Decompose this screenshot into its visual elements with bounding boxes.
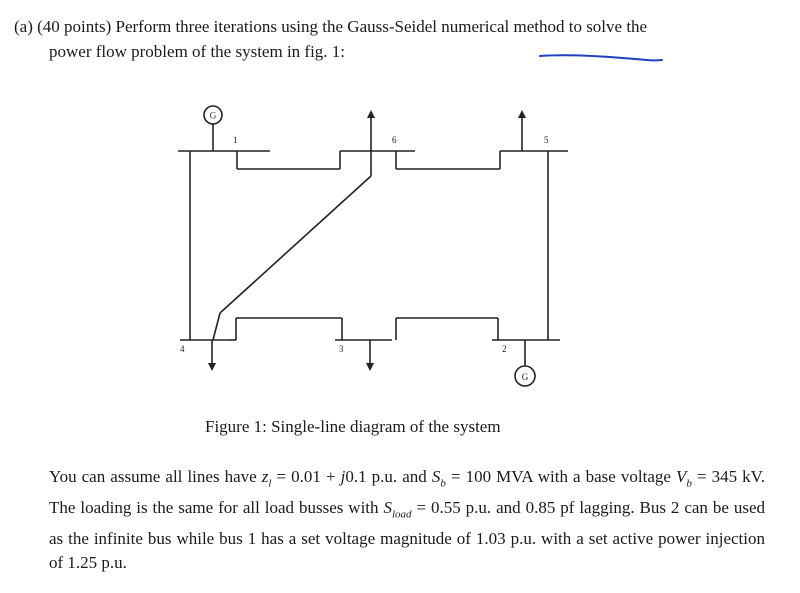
symbol-s-load-sub: load	[391, 508, 412, 521]
para-text-3: 0.1 p.u. and	[345, 467, 432, 486]
para-text-4: = 100 MVA with a base voltage	[445, 467, 671, 486]
question-line-1: (a) (40 points) Perform three iterations using the Gauss-Seidel numerical method to solve the	[14, 17, 648, 36]
bus-3-label: 3	[339, 344, 344, 354]
bus-6-label: 6	[392, 135, 397, 145]
pen-underline-mark	[538, 50, 668, 66]
symbol-z-sub: l	[268, 477, 272, 490]
symbol-s-load: S	[383, 497, 392, 517]
arrow-down-bus-3	[366, 363, 374, 371]
para-text-1: You can assume all lines have	[49, 467, 262, 486]
symbol-z: z	[261, 467, 269, 486]
question-line-2: power flow problem of the system in fig. 1:	[49, 42, 346, 61]
bus-2-label: 2	[502, 344, 507, 354]
symbol-s: S	[431, 467, 441, 486]
generator-2-label: G	[521, 372, 529, 382]
problem-paragraph	[49, 465, 765, 576]
arrow-up-bus-6	[367, 110, 375, 118]
bus-1-label: 1	[233, 135, 238, 145]
para-text-6: = 0.55 p.u. and 0.85 pf lagging. Bus 2 can be used as the infinite bus while bus 1 has a set voltage magnitude of 1.03 p.u. with a set active power injection of 1.25 p.u.	[49, 497, 765, 573]
symbol-s-sub: b	[440, 477, 446, 490]
arrow-down-bus-4	[208, 363, 216, 371]
para-text-2: = 0.01 +	[271, 467, 341, 486]
symbol-j: j	[340, 467, 346, 486]
bus-5-label: 5	[544, 135, 549, 145]
symbol-v-sub: b	[686, 477, 692, 490]
para-text-5: = 345 kV. The loading is the same for all load busses with	[49, 467, 765, 517]
single-line-diagram	[170, 100, 590, 400]
bus-4-label: 4	[180, 344, 185, 354]
arrow-up-bus-5	[518, 110, 526, 118]
generator-1-label: G	[209, 110, 217, 121]
figure-caption: Figure 1: Single-line diagram of the system	[205, 417, 501, 436]
symbol-v: V	[676, 467, 687, 486]
